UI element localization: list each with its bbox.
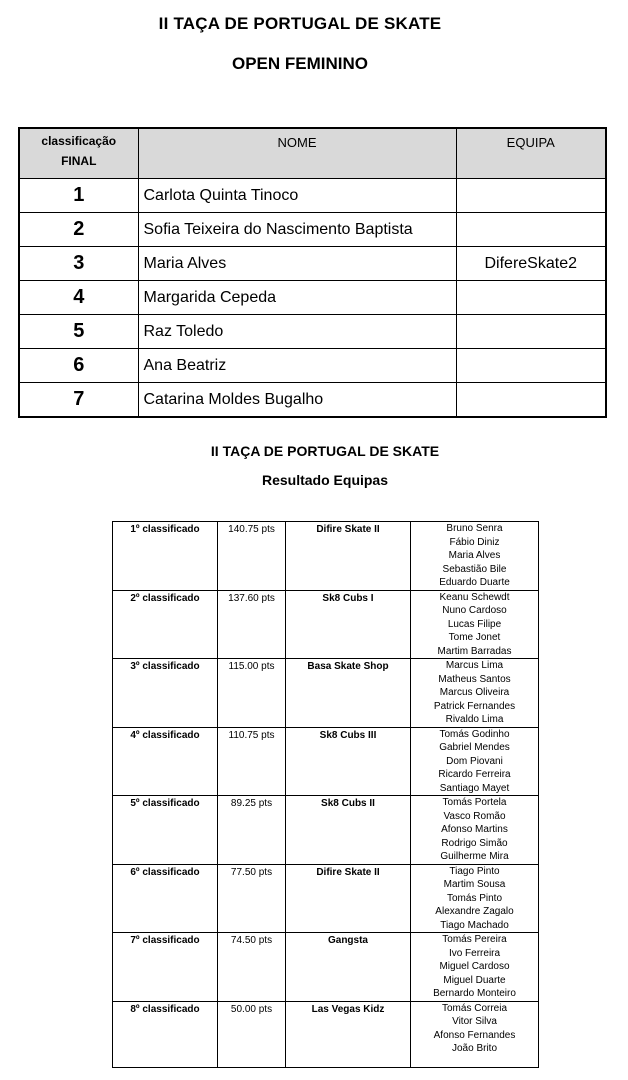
member-name: Fábio Diniz [449,536,500,548]
team-name-cell: Difire Skate II [286,522,411,591]
column-header-position-line1: classificação [41,134,117,148]
position-cell: 6 [19,349,138,383]
classification-row [19,349,606,383]
position-cell: 2 [19,213,138,247]
member-name: Ricardo Ferreira [438,769,511,780]
member-name: Tomás Portela [442,797,507,808]
classification-row [19,383,606,418]
team-name-cell: Sk8 Cubs II [286,796,411,865]
member-name: Vasco Romão [443,810,506,822]
team-cell [456,315,606,349]
members-cell [411,1001,539,1067]
team-result-row [113,864,539,933]
column-header-name: NOME [138,128,456,179]
members-cell [411,590,539,659]
place-cell: 3º classificado [113,659,218,728]
team-name-cell: Gangsta [286,933,411,1002]
points-cell: 140.75 pts [218,522,286,591]
member-name: Eduardo Duarte [439,577,510,588]
member-name: Bernardo Monteiro [433,988,516,999]
member-name: Vitor Silva [452,1016,497,1027]
classification-row [19,281,606,315]
position-cell: 1 [19,179,138,213]
member-name: Marcus Lima [445,660,504,671]
team-cell: DifereSkate2 [456,247,606,281]
members-cell [411,522,539,591]
member-name: Tomás Correia [441,1002,508,1014]
name-cell: Ana Beatriz [138,349,456,383]
team-name-cell: Las Vegas Kidz [286,1001,411,1067]
team-result-row [113,796,539,865]
points-cell: 110.75 pts [218,727,286,796]
member-name: Alexandre Zagalo [435,906,514,917]
points-cell: 77.50 pts [218,864,286,933]
member-name: Guilherme Mira [440,851,509,862]
member-name: Tiago Pinto [449,865,500,877]
member-name: Tomás Pereira [442,934,507,945]
category-title: OPEN FEMININO [231,54,368,73]
classification-row [19,179,606,213]
teams-section-subtitle: Resultado Equipas [261,472,389,488]
member-name: Patrick Fernandes [433,700,516,712]
place-cell: 5º classificado [113,796,218,865]
members-cell [411,727,539,796]
member-name: Tomás Pinto [446,892,503,904]
points-cell: 50.00 pts [218,1001,286,1067]
member-name: Santiago Mayet [439,782,510,794]
member-name: Tiago Machado [440,919,509,931]
members-cell [411,933,539,1002]
members-cell [411,659,539,728]
team-result-row [113,933,539,1002]
team-cell [456,383,606,418]
member-name: Rodrigo Simão [441,837,508,849]
team-cell [456,349,606,383]
member-name: Tomás Godinho [439,728,510,740]
points-cell: 137.60 pts [218,590,286,659]
points-cell: 89.25 pts [218,796,286,865]
classification-row [19,213,606,247]
member-name: Marcus Oliveira [439,687,510,698]
members-cell [411,796,539,865]
member-name: Matheus Santos [438,673,511,685]
classification-row [19,315,606,349]
team-name-cell: Basa Skate Shop [286,659,411,728]
member-name: Sebastião Bile [442,563,507,575]
member-name: Ivo Ferreira [448,947,501,959]
member-name: Afonso Fernandes [433,1029,516,1041]
team-result-row [113,590,539,659]
member-name: Martim Sousa [443,879,506,890]
member-name: Nuno Cardoso [442,605,507,616]
column-header-team: EQUIPA [456,128,606,179]
position-cell: 3 [19,247,138,281]
team-name-cell: Difire Skate II [286,864,411,933]
place-cell: 1º classificado [113,522,218,591]
member-name: Miguel Cardoso [439,961,510,972]
member-name: Gabriel Mendes [439,742,510,753]
name-cell: Catarina Moldes Bugalho [138,383,456,418]
place-cell: 7º classificado [113,933,218,1002]
name-cell: Margarida Cepeda [138,281,456,315]
position-cell: 5 [19,315,138,349]
points-cell: 74.50 pts [218,933,286,1002]
team-result-row [113,1001,539,1067]
team-cell [456,179,606,213]
points-cell: 115.00 pts [218,659,286,728]
place-cell: 6º classificado [113,864,218,933]
classification-row [19,247,606,281]
team-cell [456,281,606,315]
team-cell [456,213,606,247]
teams-section-title: II TAÇA DE PORTUGAL DE SKATE [210,443,440,459]
classification-table [18,127,607,418]
member-name: Bruno Senra [446,523,503,534]
name-cell: Maria Alves [138,247,456,281]
members-cell [411,864,539,933]
column-header-position [19,128,138,179]
member-name: Lucas Filipe [447,618,502,630]
column-header-position-line2: FINAL [61,154,97,168]
member-name: João Brito [451,1043,498,1054]
name-cell: Sofia Teixeira do Nascimento Baptista [138,213,456,247]
place-cell: 4º classificado [113,727,218,796]
team-name-cell: Sk8 Cubs III [286,727,411,796]
team-name-cell: Sk8 Cubs I [286,590,411,659]
name-cell: Carlota Quinta Tinoco [138,179,456,213]
place-cell: 8º classificado [113,1001,218,1067]
member-name: Martim Barradas [437,645,512,657]
member-name: Tome Jonet [448,632,501,643]
classification-header-row [19,128,606,179]
team-result-row [113,727,539,796]
position-cell: 4 [19,281,138,315]
team-result-row [113,659,539,728]
place-cell: 2º classificado [113,590,218,659]
name-cell: Raz Toledo [138,315,456,349]
team-results-table [112,521,539,1068]
member-name: Dom Piovani [446,755,503,767]
member-name: Miguel Duarte [443,974,506,986]
member-name: Maria Alves [448,550,501,561]
member-name: Keanu Schewdt [439,591,510,603]
page-title: II TAÇA DE PORTUGAL DE SKATE [158,14,442,33]
member-name: Rivaldo Lima [445,714,504,725]
position-cell: 7 [19,383,138,418]
team-result-row [113,522,539,591]
member-name: Afonso Martins [441,824,508,835]
